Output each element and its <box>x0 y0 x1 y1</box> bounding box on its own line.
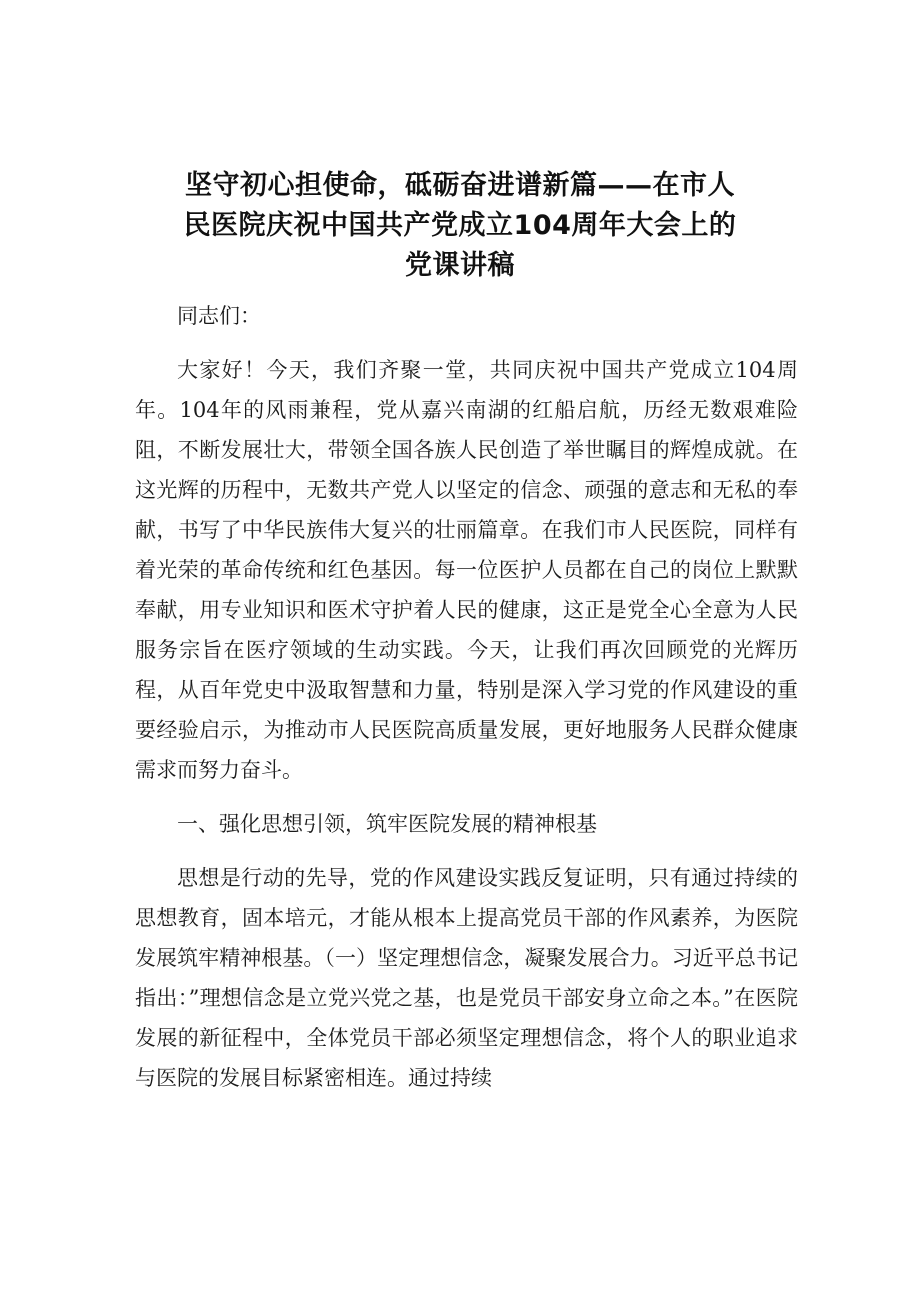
document-body <box>135 296 798 1112</box>
section-1-paragraph: 思想是行动的先导，党的作风建设实践反复证明，只有通过持续的思想教育，固本培元，才能从根本上提高党员干部的作风素养，为医院发展筑牢精神根基。（一）坚定理想信念，凝聚发展合力。习近平总书记指出：”理想信念是立党兴党之基，也是党员干部安身立命之本。”在医院发展的新征程中，全体党员干部必须坚定理想信念，将个人的职业追求与医院的发展目标紧密相连。通过持续 <box>135 866 798 1090</box>
opening-paragraph: 大家好！今天，我们齐聚一堂，共同庆祝中国共产党成立104周年。104年的风雨兼程，党从嘉兴南湖的红船启航，历经无数艰难险阻，不断发展壮大，带领全国各族人民创造了举世瞩目的辉煌成就。在这光辉的历程中，无数共产党人以坚定的信念、顽强的意志和无私的奉献，书写了中华民族伟大复兴的壮丽篇章。在我们市人民医院，同样有着光荣的革命传统和红色基因。每一位医护人员都在自己的岗位上默默奉献，用专业知识和医术守护着人民的健康，这正是党全心全意为人民服务宗旨在医疗领域的生动实践。今天，让我们再次回顾党的光辉历程，从百年党史中汲取智慧和力量，特别是深入学习党的作风建设的重要经验启示，为推动市人民医院高质量发展，更好地服务人民群众健康需求而努力奋斗。 <box>135 358 798 782</box>
section-heading-1: 一、强化思想引领，筑牢医院发展的精神根基 <box>177 812 597 836</box>
title-line-3: 党课讲稿 <box>405 250 515 281</box>
document-title <box>150 166 770 286</box>
salutation: 同志们： <box>177 304 261 328</box>
title-line-1: 坚守初心担使命，砥砺奋进谱新篇——在市人 <box>185 170 735 201</box>
title-line-2: 民医院庆祝中国共产党成立104周年大会上的 <box>183 210 737 241</box>
